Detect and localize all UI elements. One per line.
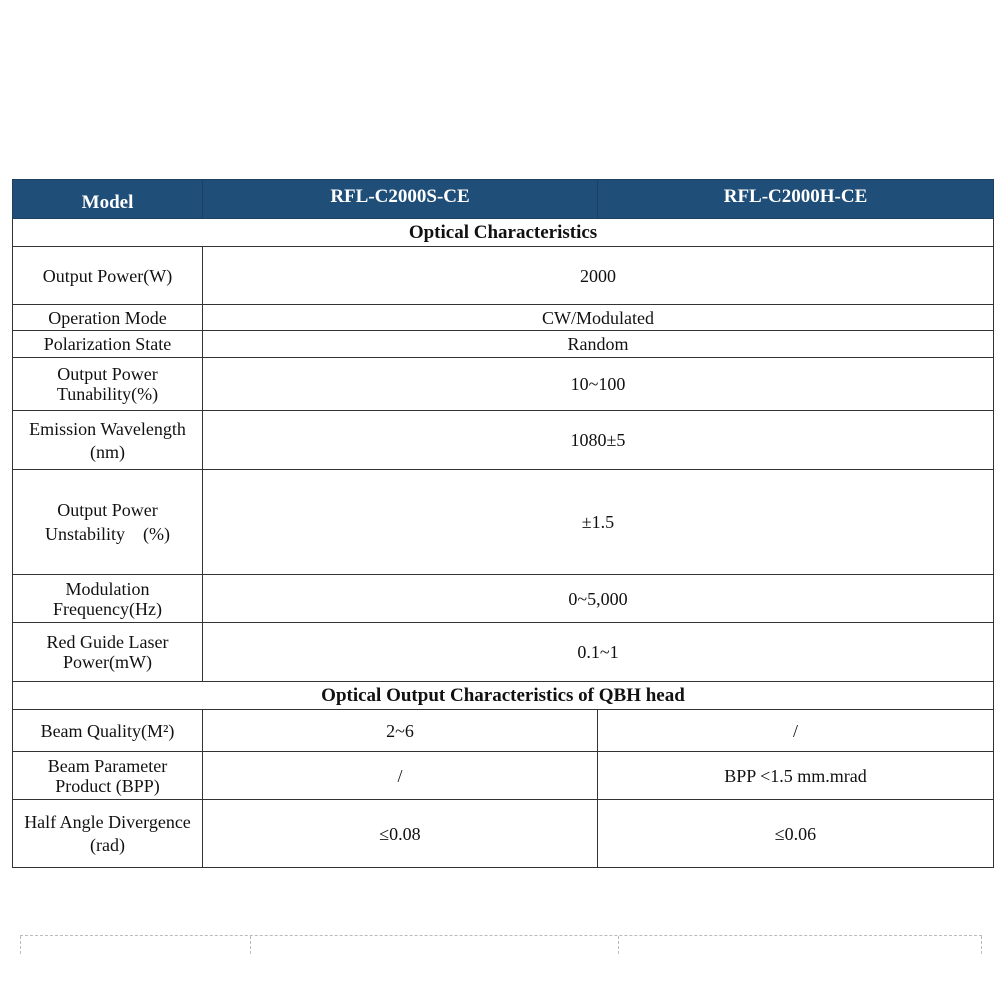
row-label: Polarization State bbox=[13, 331, 203, 358]
row-label-line: Power(mW) bbox=[63, 652, 152, 672]
table-row bbox=[13, 247, 994, 305]
row-value-h: / bbox=[598, 710, 994, 752]
grid-divider bbox=[618, 936, 619, 954]
row-label bbox=[13, 752, 203, 800]
row-label-line: Modulation bbox=[65, 578, 150, 599]
row-label bbox=[13, 623, 203, 682]
table-row bbox=[13, 305, 994, 331]
table-row bbox=[13, 470, 994, 575]
row-label-line: (rad) bbox=[90, 835, 125, 855]
row-label bbox=[13, 358, 203, 411]
row-value-s: 2~6 bbox=[203, 710, 598, 752]
row-label-line: Tunability(%) bbox=[56, 384, 159, 404]
table-row bbox=[13, 575, 994, 623]
table-row bbox=[13, 358, 994, 411]
row-value: 10~100 bbox=[203, 358, 994, 411]
row-value-s: / bbox=[203, 752, 598, 800]
row-label-line: Frequency(Hz) bbox=[53, 598, 162, 619]
row-value: 0~5,000 bbox=[203, 575, 994, 623]
table-row bbox=[13, 331, 994, 358]
header-col-h: RFL-C2000H-CE bbox=[598, 180, 994, 219]
section-optical: Optical Characteristics bbox=[13, 219, 994, 247]
table-row bbox=[13, 800, 994, 868]
header-col-s: RFL-C2000S-CE bbox=[203, 180, 598, 219]
grid-divider bbox=[981, 936, 982, 954]
section-row bbox=[13, 219, 994, 247]
row-label-line: Half Angle Divergence bbox=[24, 812, 191, 832]
row-value-h: BPP <1.5 mm.mrad bbox=[598, 752, 994, 800]
row-value: 2000 bbox=[203, 247, 994, 305]
row-value: Random bbox=[203, 331, 994, 358]
row-label-line: (nm) bbox=[90, 441, 125, 462]
row-value: CW/Modulated bbox=[203, 305, 994, 331]
row-label-line: Output Power bbox=[57, 364, 158, 384]
row-label bbox=[13, 411, 203, 470]
row-label: Beam Quality(M²) bbox=[13, 710, 203, 752]
row-label bbox=[13, 470, 203, 575]
table-row bbox=[13, 623, 994, 682]
row-value: 0.1~1 bbox=[203, 623, 994, 682]
grid-divider bbox=[250, 936, 251, 954]
row-label-line: Red Guide Laser bbox=[46, 632, 169, 652]
row-label-line: Emission Wavelength bbox=[29, 418, 186, 439]
spec-table bbox=[12, 179, 994, 868]
header-model: Model bbox=[13, 180, 203, 219]
section-qbh: Optical Output Characteristics of QBH head bbox=[13, 682, 994, 710]
row-label-line: Output Power bbox=[57, 500, 158, 520]
row-label-line: Beam Parameter bbox=[47, 755, 168, 776]
row-value-h: ≤0.06 bbox=[598, 800, 994, 868]
row-value: ±1.5 bbox=[203, 470, 994, 575]
row-label: Operation Mode bbox=[13, 305, 203, 331]
table-row bbox=[13, 752, 994, 800]
table-row bbox=[13, 710, 994, 752]
row-label bbox=[13, 575, 203, 623]
row-value: 1080±5 bbox=[203, 411, 994, 470]
header-row bbox=[13, 180, 994, 219]
grid-divider bbox=[20, 936, 21, 954]
bottom-dashed-grid bbox=[20, 935, 982, 954]
row-value-s: ≤0.08 bbox=[203, 800, 598, 868]
section-row bbox=[13, 682, 994, 710]
row-label: Output Power(W) bbox=[13, 247, 203, 305]
row-label-line: Product (BPP) bbox=[55, 775, 160, 796]
row-label-line: Unstability (%) bbox=[45, 524, 170, 544]
row-label bbox=[13, 800, 203, 868]
table-row bbox=[13, 411, 994, 470]
